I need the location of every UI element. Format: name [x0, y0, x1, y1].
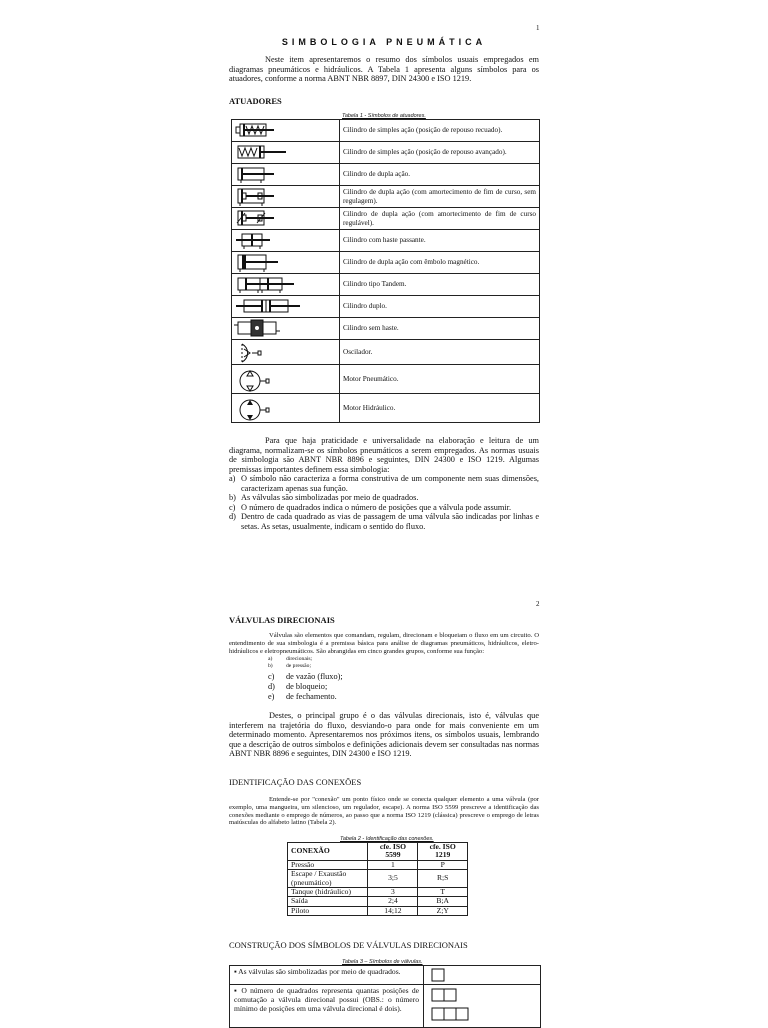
actuator-description: Motor Pneumático.: [340, 365, 540, 394]
connection-iso1219: P: [418, 860, 468, 869]
connection-iso1219: R;S: [418, 870, 468, 888]
actuator-description: Motor Hidráulico.: [340, 394, 540, 423]
hydraulic-motor-icon: [232, 394, 340, 423]
actuator-description: Cilindro sem haste.: [340, 318, 540, 340]
actuator-row: [232, 365, 540, 394]
premise-text: As válvulas são simbolizadas por meio de quadrados.: [241, 493, 419, 503]
connection-iso5599: 1: [368, 860, 418, 869]
actuator-row: [232, 208, 540, 230]
group-item: [268, 663, 312, 670]
actuator-description: Cilindro tipo Tandem.: [340, 274, 540, 296]
valve-one-square-icon: [424, 966, 541, 985]
valves-paragraph: Destes, o principal grupo é o das válvulas direcionais, isto é, válvulas que interferem na trajetória do fluxo, desviando-o para onde for mais conveniente em um determinado momento. Apresentaremos nos próximos itens, os símbolos usuais, lembrando que a descrição de outros símbolos e definições adicionais devem ser consultadas nas normas ABNT NBR 8896 e seguintes, DIN 24300 e ISO 1219.: [229, 711, 539, 759]
valve-symbols-table: [229, 965, 541, 1028]
actuator-row: [232, 318, 540, 340]
intro-paragraph: Neste item apresentaremos o resumo dos símbolos usuais empregados em diagramas pneumáticos e hidráulicos. A Tabela 1 apresenta alguns símbolos para os atuadores, conforme a norma ABNT NBR 8897, DIN 24300 e ISO 1219.: [229, 55, 539, 84]
actuator-row: [232, 252, 540, 274]
group-marker: b): [268, 663, 273, 669]
double-acting-cylinder-icon: [232, 164, 340, 186]
valve-two-three-squares-icon: [424, 985, 541, 1028]
section-heading-atuadores: ATUADORES: [229, 96, 282, 106]
connections-table: [287, 842, 468, 916]
connection-name: Tanque (hidráulico): [288, 888, 368, 897]
premise-item: [229, 512, 539, 531]
connection-iso5599: 3: [368, 888, 418, 897]
table3-row: ▪ O número de quadrados representa quantas posições de comutação a válvula direcional possui (OBS.: o número mínimo de posições em uma válvula direcional é dois).: [230, 985, 424, 1028]
actuator-description: Cilindro de dupla ação (com amortecimento de fim de curso regulável).: [340, 208, 540, 230]
section-heading-conexoes: IDENTIFICAÇÃO DAS CONEXÕES: [229, 777, 362, 787]
magnetic-piston-cylinder-icon: [232, 252, 340, 274]
premise-text: O número de quadrados indica o número de posições que a válvula pode assumir.: [241, 502, 512, 512]
valves-intro: Válvulas são elementos que comandam, regulam, direcionam e bloqueiam o fluxo em um circuito. O entendimento de sua simbologia é a premissa básica para análise de diagramas pneumáticos, hidráulicos, eletro-hidráulicos e eletropneumáticos. São abrangidas em cinco grandes grupos, conforme sua função:: [229, 632, 539, 655]
premise-item: [229, 474, 539, 493]
connections-row: [288, 870, 468, 888]
group-text: de bloqueio;: [286, 682, 328, 691]
connection-iso1219: Z;Y: [418, 906, 468, 915]
premise-item: [229, 503, 539, 513]
connection-iso5599: 2;4: [368, 897, 418, 906]
group-text: de vazão (fluxo);: [286, 672, 343, 681]
single-acting-cylinder-extended-icon: [232, 142, 340, 164]
connection-name: Piloto: [288, 906, 368, 915]
group-text: de fechamento.: [286, 692, 337, 701]
group-marker: e): [268, 692, 275, 701]
premise-text: O símbolo não caracteriza a forma construtiva de um componente nem suas dimensões, caracterizam apenas sua função.: [241, 474, 539, 493]
double-acting-cylinder-adjustable-cushion-icon: [232, 208, 340, 230]
group-item: [268, 672, 343, 682]
groups-list: [268, 672, 343, 702]
premise-marker: d): [229, 512, 236, 522]
connection-iso1219: B;A: [418, 897, 468, 906]
single-acting-cylinder-retracted-icon: [232, 120, 340, 142]
section-heading-valvulas: VÁLVULAS DIRECIONAIS: [229, 615, 335, 625]
actuator-description: Cilindro de simples ação (posição de repouso recuado).: [340, 120, 540, 142]
oscillator-icon: [232, 340, 340, 365]
actuator-description: Cilindro de dupla ação (com amortecimento de fim de curso, sem regulagem).: [340, 186, 540, 208]
premise-item: [229, 493, 539, 503]
connection-name: Saída: [288, 897, 368, 906]
table2-header-iso1219: cfe. ISO 1219: [418, 843, 468, 861]
section-heading-construcao: CONSTRUÇÃO DOS SÍMBOLOS DE VÁLVULAS DIRECIONAIS: [229, 940, 468, 950]
tandem-cylinder-icon: [232, 274, 340, 296]
pneumatic-motor-icon: [232, 365, 340, 394]
connection-iso5599: 3;5: [368, 870, 418, 888]
group-marker: c): [268, 672, 275, 681]
table2-caption: Tabela 2 - Identificação das conexões.: [340, 836, 434, 842]
premise-marker: a): [229, 474, 236, 483]
actuator-description: Cilindro com haste passante.: [340, 230, 540, 252]
connections-row: [288, 906, 468, 915]
page-number-2: 2: [536, 600, 540, 608]
actuator-row: [232, 340, 540, 365]
group-text: de pressão;: [286, 663, 312, 669]
page-number: 1: [536, 24, 540, 32]
groups-list-small: [268, 656, 312, 670]
actuator-row: [232, 296, 540, 318]
table2-header-iso5599: cfe. ISO 5599: [368, 843, 418, 861]
actuator-row: [232, 164, 540, 186]
paragraph-symbology: Para que haja praticidade e universalidade na elaboração e leitura de um diagrama, normalizam-se os símbolos pneumáticos a serem empregados. As normas usuais de simbologia são ABNT NBR 8896 e seguintes, DIN 24300 e ISO 1219. Algumas premissas importantes definem essa simbologia:: [229, 436, 539, 474]
actuator-row: [232, 186, 540, 208]
group-marker: a): [268, 656, 273, 662]
table3-caption: Tabela 3 – Símbolos de válvulas.: [342, 959, 423, 965]
actuator-row: [232, 394, 540, 423]
actuator-description: Oscilador.: [340, 340, 540, 365]
actuator-description: Cilindro de dupla ação.: [340, 164, 540, 186]
rodless-cylinder-icon: [232, 318, 340, 340]
double-acting-cylinder-cushioned-icon: [232, 186, 340, 208]
actuator-description: Cilindro duplo.: [340, 296, 540, 318]
actuator-row: [232, 120, 540, 142]
connection-name: Pressão: [288, 860, 368, 869]
connection-name: Escape / Exaustão (pneumático): [288, 870, 368, 888]
table2-header-conexao: CONEXÃO: [288, 843, 368, 861]
table1-caption: Tabela 1 - Símbolos de atuadores.: [342, 113, 426, 119]
premises-list: [229, 474, 539, 532]
connection-iso5599: 14;12: [368, 906, 418, 915]
premise-marker: b): [229, 493, 236, 503]
double-cylinder-icon: [232, 296, 340, 318]
group-item: [268, 692, 343, 702]
group-text: direcionais;: [286, 656, 313, 662]
connections-row: [288, 897, 468, 906]
actuator-description: Cilindro de dupla ação com êmbolo magnético.: [340, 252, 540, 274]
actuator-row: [232, 274, 540, 296]
actuator-row: [232, 230, 540, 252]
actuator-table: [231, 119, 540, 423]
table3-row: ▪ As válvulas são simbolizadas por meio de quadrados.: [230, 966, 424, 985]
group-item: [268, 656, 312, 663]
group-item: [268, 682, 343, 692]
premise-text: Dentro de cada quadrado as vias de passagem de uma válvula são indicadas por linhas e setas. As setas, usualmente, indicam o sentido do fluxo.: [241, 512, 539, 531]
actuator-description: Cilindro de simples ação (posição de repouso avançado).: [340, 142, 540, 164]
through-rod-cylinder-icon: [232, 230, 340, 252]
group-marker: d): [268, 682, 275, 691]
actuator-row: [232, 142, 540, 164]
premise-marker: c): [229, 502, 236, 512]
page-title: SIMBOLOGIA PNEUMÁTICA: [281, 37, 487, 47]
connection-iso1219: T: [418, 888, 468, 897]
connections-paragraph: Entende-se por "conexão" um ponto físico onde se conecta qualquer elemento a uma válvula (por exemplo, uma mangueira, um silenciosо, um regulador, escape). A norma ISO 5599 prescreve a identificação das conexões mediante o emprego de números, ao passo que a norma ISO 1219 (clássica) prescreve o emprego de letras maiúsculas do alfabeto latino (Tabela 2).: [229, 796, 539, 827]
